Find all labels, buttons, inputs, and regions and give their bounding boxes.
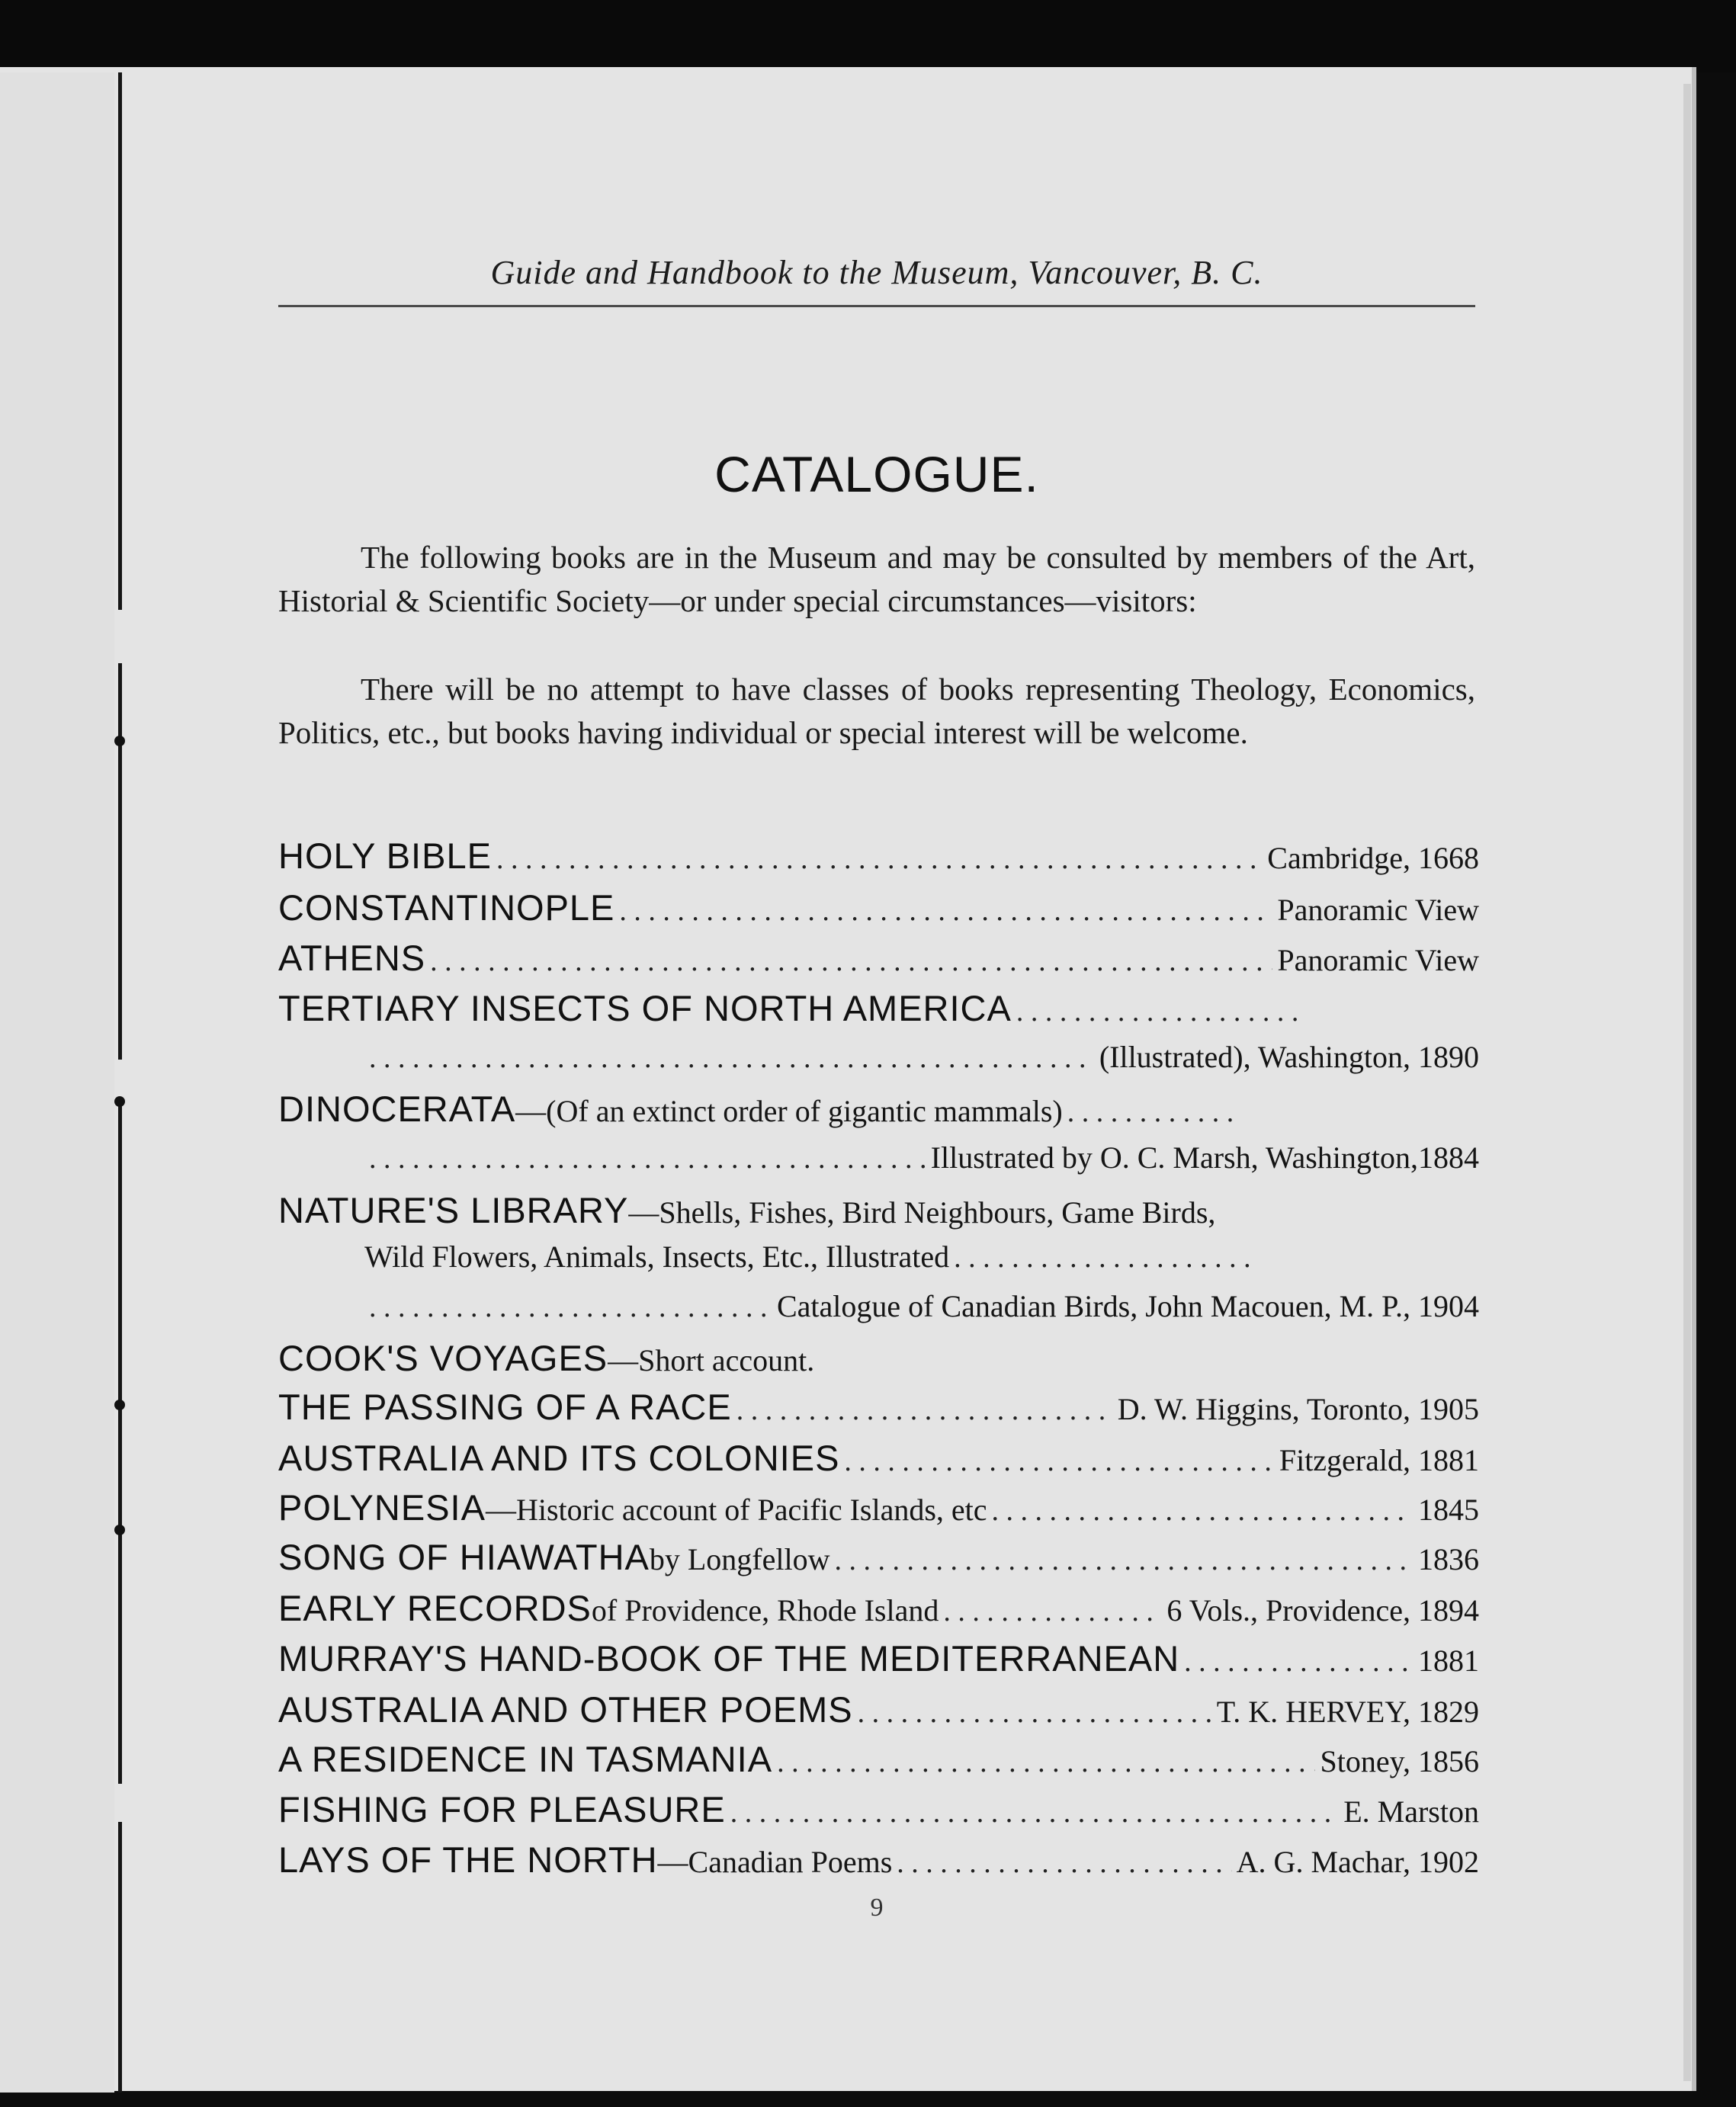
- entry-title: EARLY RECORDS: [278, 1588, 592, 1628]
- entry-title: AUSTRALIA AND ITS COLONIES: [278, 1438, 840, 1478]
- entry-description: —Short account.: [608, 1343, 815, 1377]
- entry-title: NATURE'S LIBRARY: [278, 1190, 629, 1230]
- leader-dots: [777, 1746, 1315, 1779]
- catalogue-entry: [278, 887, 1479, 931]
- catalogue-entry: [278, 1189, 1479, 1233]
- leader-dots: [369, 1291, 772, 1324]
- leader-dots: [369, 1142, 926, 1175]
- entry-title: MURRAY'S HAND-BOOK OF THE MEDITERRANEAN: [278, 1638, 1180, 1679]
- entry-title: SONG OF HIAWATHA: [278, 1537, 650, 1577]
- leader-dots: [1016, 995, 1306, 1028]
- gutter-gap: [116, 610, 124, 663]
- entry-description: —(Of an extinct order of gigantic mammals): [515, 1094, 1063, 1128]
- entry-publication: Fitzgerald, 1881: [1279, 1443, 1479, 1477]
- catalogue-entry: [278, 987, 1479, 1031]
- catalogue-entry: [278, 1688, 1479, 1733]
- entry-publication: 6 Vols., Providence, 1894: [1166, 1593, 1479, 1628]
- entry-description: —Canadian Poems: [657, 1845, 893, 1879]
- catalogue-entry: [278, 1536, 1479, 1580]
- catalogue-entry: [278, 1437, 1479, 1481]
- intro-text: The following books are in the Museum and may be consulted by members of the Art, Historial & Scientific Society—or under special circumstances—visitors:: [278, 540, 1475, 618]
- entry-description: —Historic account of Pacific Islands, etc: [485, 1493, 987, 1527]
- leader-dots: [736, 1393, 1113, 1427]
- entry-publication: D. W. Higgins, Toronto, 1905: [1117, 1392, 1479, 1426]
- entry-title: ATHENS: [278, 938, 426, 978]
- intro-paragraph: [278, 668, 1475, 755]
- leader-dots: [943, 1595, 1162, 1628]
- header-rule: [278, 305, 1475, 307]
- entry-title: A RESIDENCE IN TASMANIA: [278, 1739, 773, 1779]
- leader-dots: [619, 894, 1272, 928]
- entry-publication: E. Marston: [1343, 1794, 1479, 1829]
- entry-title: AUSTRALIA AND OTHER POEMS: [278, 1689, 853, 1730]
- running-header: Guide and Handbook to the Museum, Vancouver, B. C.: [490, 254, 1263, 291]
- binding-stitch-mark: [114, 1096, 125, 1107]
- entry-publication: Stoney, 1856: [1320, 1744, 1479, 1778]
- entry-description: of Providence, Rhode Island: [591, 1593, 939, 1628]
- intro-paragraph: [278, 536, 1475, 623]
- leader-dots: [1067, 1095, 1235, 1129]
- catalogue-entry: [278, 1788, 1479, 1833]
- entry-publication: Panoramic View: [1277, 943, 1479, 977]
- catalogue-entry: [278, 1587, 1479, 1631]
- entry-title: TERTIARY INSECTS OF NORTH AMERICA: [278, 988, 1012, 1028]
- catalogue-entry: [278, 1486, 1479, 1531]
- catalogue-entry: [278, 1337, 1479, 1381]
- leader-dots: [1184, 1645, 1414, 1679]
- leader-dots: [897, 1846, 1231, 1880]
- entry-title: POLYNESIA: [278, 1487, 486, 1528]
- leader-dots: [369, 1041, 1095, 1075]
- page-number: 9: [870, 1894, 884, 1922]
- leader-dots: [844, 1445, 1274, 1478]
- entry-publication: 1836: [1418, 1542, 1479, 1576]
- entry-publication: A. G. Machar, 1902: [1236, 1845, 1479, 1879]
- catalogue-entry: [278, 1637, 1479, 1682]
- entry-title: CONSTANTINOPLE: [278, 887, 615, 928]
- catalogue-entry: [278, 937, 1479, 981]
- catalogue-entry: [364, 1140, 1479, 1184]
- entry-publication: 1881: [1418, 1644, 1479, 1678]
- catalogue-entry: [364, 1239, 1479, 1283]
- binding-stitch-mark: [114, 1400, 125, 1410]
- catalogue-entry: [278, 1088, 1479, 1132]
- entry-publication: (Illustrated), Washington, 1890: [1099, 1040, 1479, 1074]
- binding-stitch-mark: [114, 1525, 125, 1535]
- binding-stitch-mark: [114, 736, 125, 746]
- entry-title: HOLY BIBLE: [278, 835, 492, 876]
- entry-description: Wild Flowers, Animals, Insects, Etc., Illustrated: [364, 1240, 950, 1274]
- gutter-gap: [116, 1784, 124, 1822]
- leader-dots: [730, 1796, 1340, 1830]
- catalogue-entry: [278, 1386, 1479, 1430]
- entry-publication: Illustrated by O. C. Marsh, Washington,1884: [930, 1140, 1479, 1175]
- entry-title: COOK'S VOYAGES: [278, 1338, 608, 1378]
- leader-dots: [858, 1696, 1212, 1730]
- leader-dots: [496, 842, 1263, 876]
- catalogue-entry: [364, 1039, 1479, 1083]
- entry-publication: T. K. HERVEY, 1829: [1216, 1695, 1479, 1729]
- gutter-gap: [116, 1060, 124, 1098]
- entry-title: LAYS OF THE NORTH: [278, 1839, 658, 1880]
- leader-dots: [835, 1544, 1414, 1577]
- entry-publication: Catalogue of Canadian Birds, John Macouen, M. P., 1904: [777, 1289, 1479, 1323]
- leader-dots: [992, 1494, 1414, 1528]
- catalogue-entry: [278, 835, 1479, 879]
- entry-publication: Cambridge, 1668: [1267, 841, 1479, 875]
- facing-page-edge: [0, 72, 114, 2093]
- entry-title: DINOCERATA: [278, 1089, 516, 1129]
- leader-dots: [954, 1241, 1259, 1275]
- entry-publication: 1845: [1418, 1493, 1479, 1527]
- entry-title: FISHING FOR PLEASURE: [278, 1789, 726, 1830]
- entry-title: THE PASSING OF A RACE: [278, 1387, 732, 1427]
- entry-publication: Panoramic View: [1277, 893, 1479, 927]
- scan-border-top: [0, 0, 1736, 72]
- catalogue-entry: [364, 1288, 1479, 1333]
- catalogue-entry: [278, 1839, 1479, 1883]
- entry-description: by Longfellow: [649, 1542, 830, 1576]
- page-right-edge: [1683, 84, 1691, 2081]
- entry-description: —Shells, Fishes, Bird Neighbours, Game Birds,: [628, 1195, 1216, 1230]
- catalogue-entry: [278, 1738, 1479, 1782]
- intro-text: There will be no attempt to have classes of books representing Theology, Economics, Politics, etc., but books having individual or special interest will be welcome.: [278, 672, 1475, 750]
- page-title: CATALOGUE.: [714, 446, 1039, 502]
- leader-dots: [430, 944, 1272, 978]
